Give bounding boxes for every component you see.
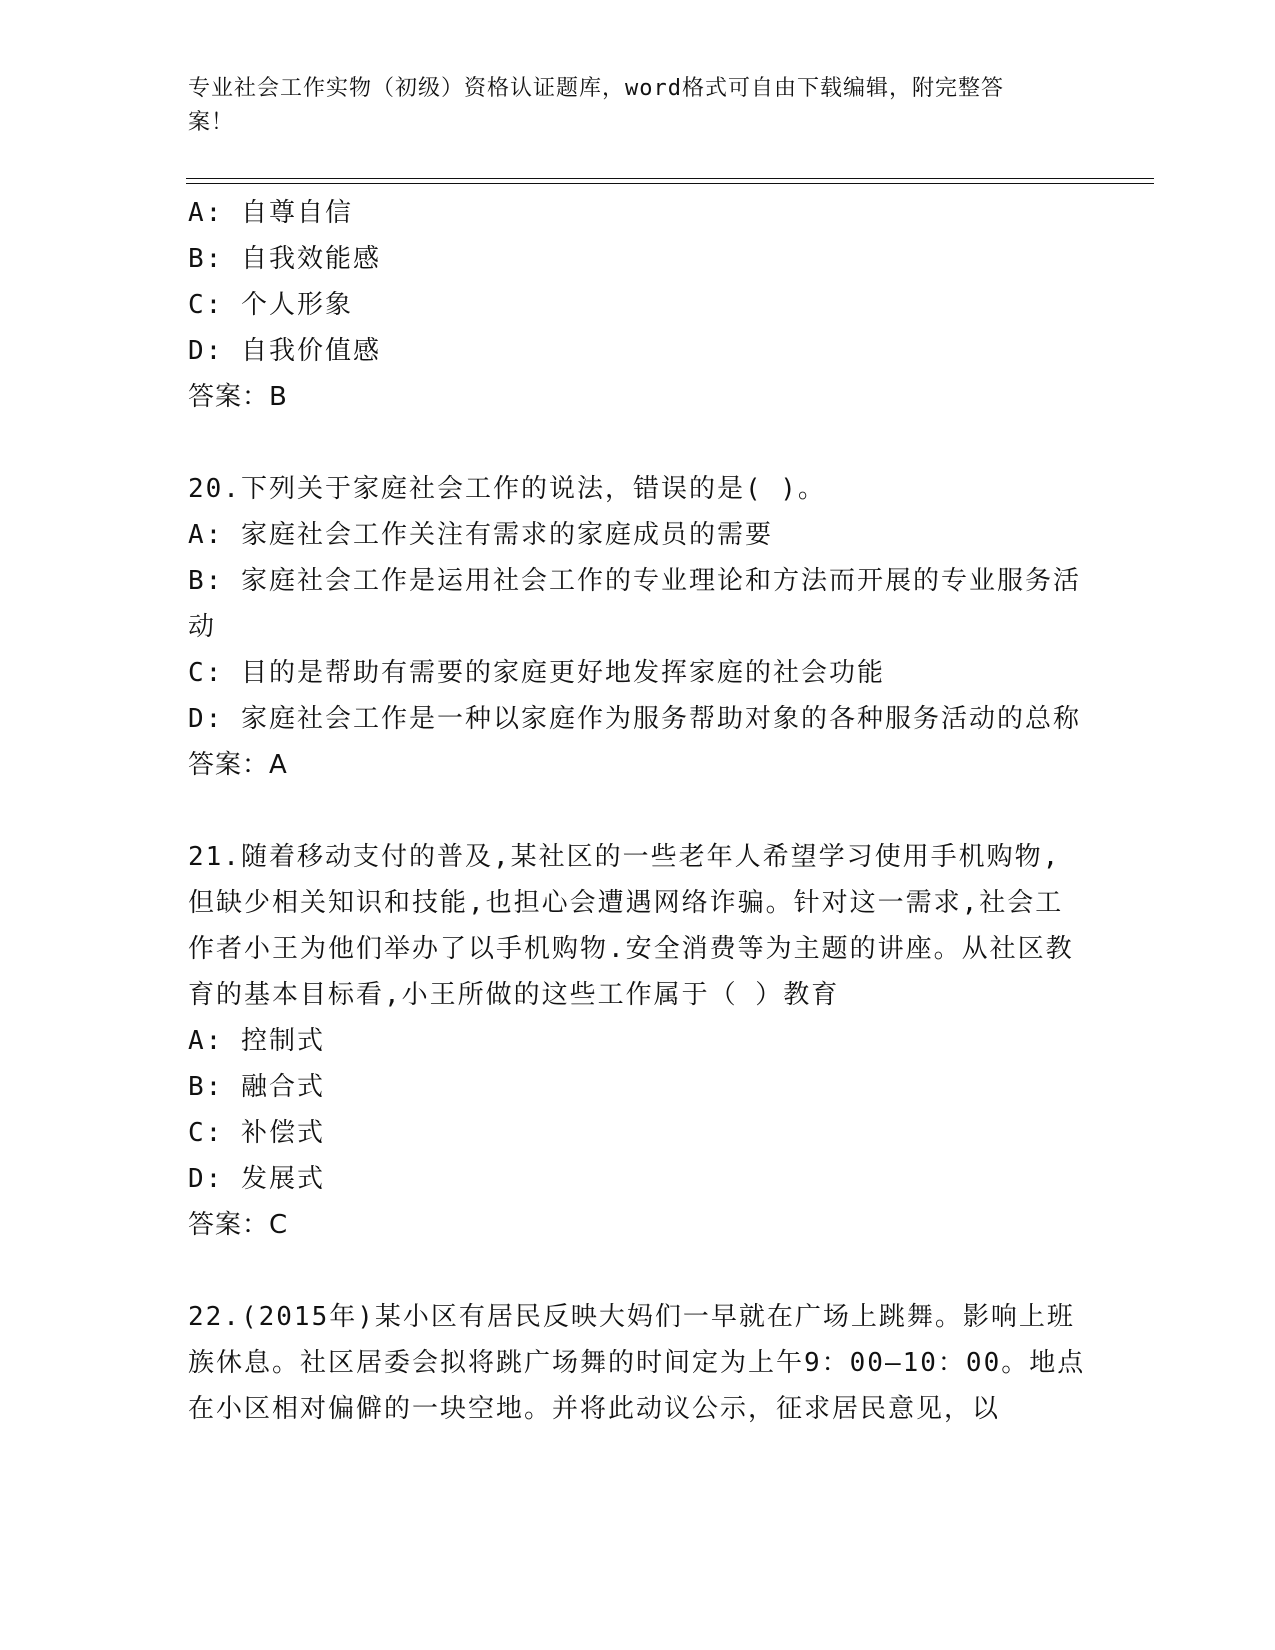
question-19-block (188, 190, 1088, 420)
option-c: C: 补偿式 (188, 1118, 325, 1148)
option-b: B: 家庭社会工作是运用社会工作的专业理论和方法而开展的专业服务活动 (188, 566, 1081, 642)
header-rule-top (186, 178, 1154, 179)
option-d: D: 家庭社会工作是一种以家庭作为服务帮助对象的各种服务活动的总称 (188, 704, 1081, 734)
question-21-block (188, 834, 1088, 1248)
question-text: 22.(2015年)某小区有居民反映大妈们一早就在广场上跳舞。影响上班族休息。社区居委会拟将跳广场舞的时间定为上午9：00—10：00。地点在小区相对偏僻的一块空地。并将此动议公示，征求居民意见，以 (188, 1302, 1086, 1424)
spacer (188, 1248, 1088, 1294)
answer-label: 答案：A (188, 750, 288, 780)
question-20-block (188, 466, 1088, 788)
option-a: A: 家庭社会工作关注有需求的家庭成员的需要 (188, 520, 773, 550)
option-b: B: 自我效能感 (188, 244, 381, 274)
option-c: C: 个人形象 (188, 290, 353, 320)
spacer (188, 420, 1088, 466)
spacer (188, 788, 1088, 834)
option-a: A: 自尊自信 (188, 198, 353, 228)
document-header (188, 72, 1068, 140)
answer-label: 答案：B (188, 382, 288, 412)
question-content (188, 190, 1088, 1432)
option-c: C: 目的是帮助有需要的家庭更好地发挥家庭的社会功能 (188, 658, 885, 688)
question-text: 21.随着移动支付的普及,某社区的一些老年人希望学习使用手机购物,但缺少相关知识和技能,也担心会遭遇网络诈骗。针对这一需求,社会工作者小王为他们举办了以手机购物.安全消费等为主题的讲座。从社区教育的基本目标看,小王所做的这些工作属于（ ）教育 (188, 842, 1074, 1010)
option-d: D: 自我价值感 (188, 336, 381, 366)
answer-label: 答案：C (188, 1210, 289, 1240)
option-b: B: 融合式 (188, 1072, 325, 1102)
header-rule-bottom (186, 183, 1154, 184)
question-text: 20.下列关于家庭社会工作的说法，错误的是( )。 (188, 474, 826, 504)
option-d: D: 发展式 (188, 1164, 325, 1194)
option-a: A: 控制式 (188, 1026, 325, 1056)
question-22-block (188, 1294, 1088, 1432)
header-line-1: 专业社会工作实物（初级）资格认证题库，word格式可自由下载编辑，附完整答 (188, 76, 1004, 101)
header-line-2: 案！ (188, 110, 235, 135)
